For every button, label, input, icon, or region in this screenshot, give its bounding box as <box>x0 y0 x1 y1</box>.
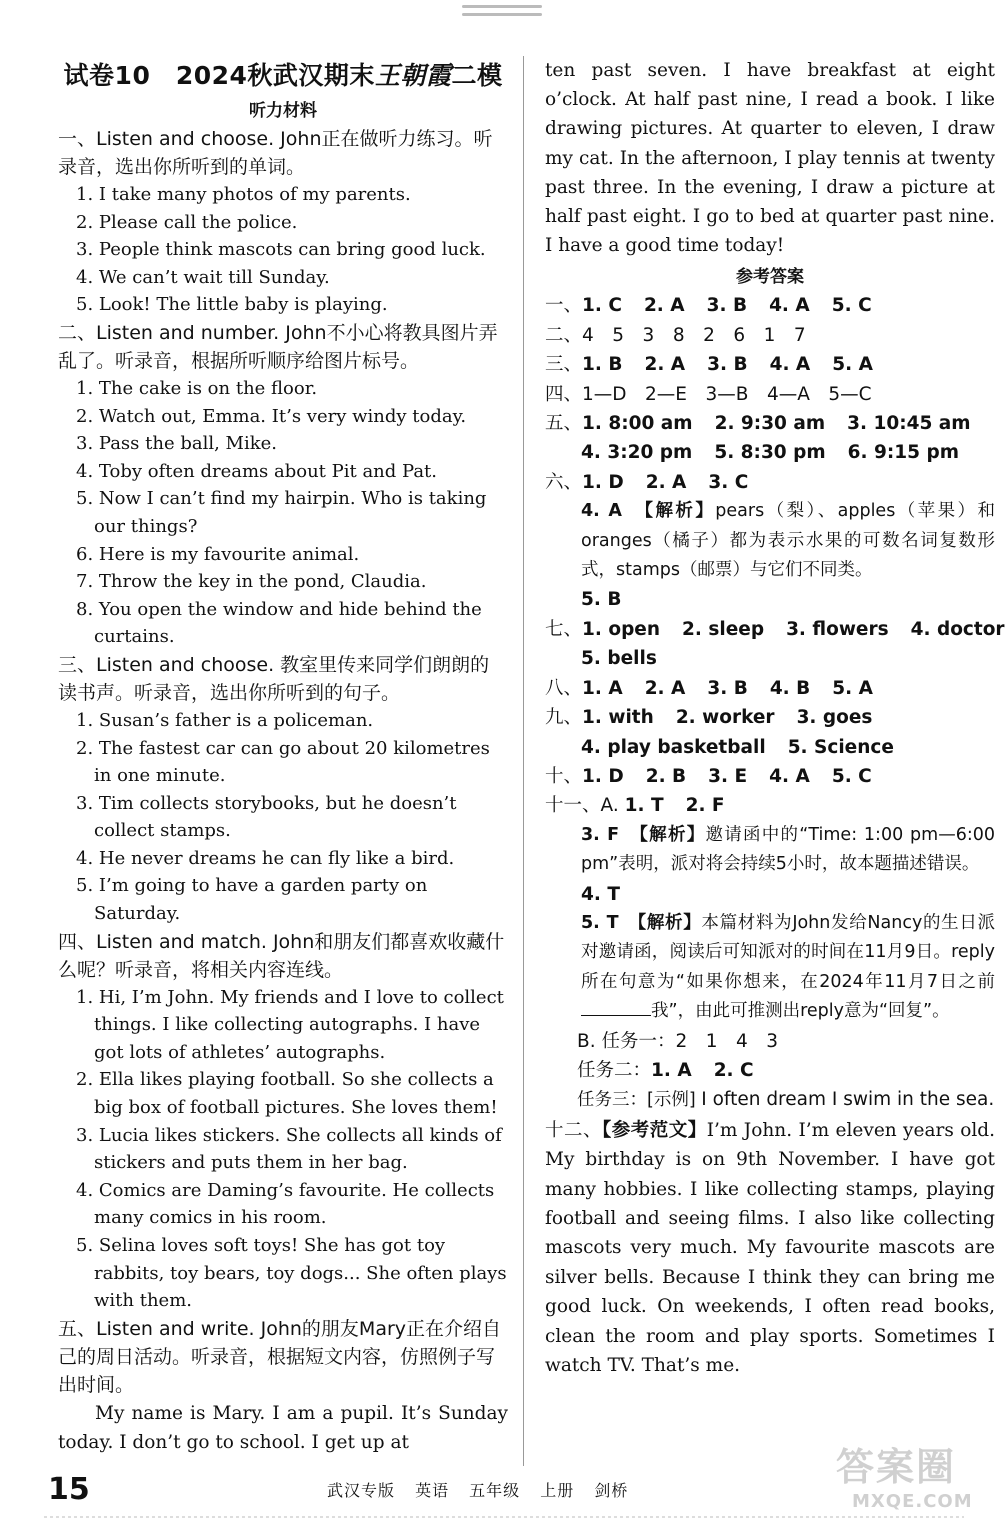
answer-item: 3. B <box>706 295 748 317</box>
analysis-label: 【解析】 <box>637 912 702 933</box>
answer-text: 1—D 2—E 3—B 4—A 5—C <box>582 383 872 405</box>
answer-item: 4. A <box>581 501 622 522</box>
answer-label: 三、 <box>545 354 583 376</box>
answer-11-q4 <box>545 880 995 909</box>
answer-items <box>582 619 1005 640</box>
answer-item: 3. 10:45 am <box>847 413 971 435</box>
answer-item: 4. A <box>769 354 811 376</box>
answer-item: 2. A <box>643 295 685 317</box>
answers-title: 参考答案 <box>736 267 804 288</box>
listening-item: 2. The fastest car can go about 20 kilometres in one minute. <box>76 737 490 787</box>
answer-6-q4 <box>545 497 995 585</box>
listening-sections <box>58 125 508 1399</box>
answer-item: 1. C <box>582 295 622 317</box>
answer-item: 2. B <box>645 765 687 787</box>
task-text: I often dream I swim in the sea. <box>701 1089 995 1111</box>
listening-item: 3. Tim collects storybooks, but he doesn’t collect stamps. <box>76 792 457 842</box>
listening-item: 3. Pass the ball, Mike. <box>76 433 278 455</box>
answer-item: 5. Science <box>787 736 894 758</box>
listening-item: 2. Ella likes playing football. So she collects a big box of football pictures. She loves them! <box>76 1069 498 1119</box>
answer-item: 2. F <box>685 795 725 817</box>
answer-item: 5. A <box>832 677 873 699</box>
answer-item: 5. B <box>581 589 622 611</box>
answer-items <box>651 1060 754 1081</box>
listening-item: 8. You open the window and hide behind the curtains. <box>76 598 482 648</box>
analysis-text-end: 我”，由此可推测出reply意为“回复”。 <box>651 1001 950 1022</box>
passage-left: My name is Mary. I am a pupil. It’s Sunday today. I don’t go to school. I get up at <box>58 1402 508 1453</box>
answer-label: 六、 <box>545 471 583 493</box>
answer-items <box>582 413 971 434</box>
listening-item: 2. Please call the police. <box>76 211 298 233</box>
answer-item: 5. 8:30 pm <box>714 442 826 464</box>
section-heading: 一、Listen and choose. John正在做听力练习。听录音，选出你所听到的单词。 <box>58 128 493 178</box>
answer-9 <box>545 703 995 732</box>
listening-subtitle: 听力材料 <box>249 101 317 121</box>
answer-items <box>582 472 748 493</box>
right-column <box>545 56 1005 1380</box>
answer-item: 1. A <box>651 1059 692 1081</box>
answer-item: 2. A <box>645 471 687 493</box>
model-essay-label: 【参考范文】 <box>601 1119 707 1141</box>
answer-12 <box>545 1116 995 1381</box>
answer-item: 1. D <box>582 765 624 787</box>
answer-item: 1. A <box>582 677 623 699</box>
answer-item: 1. T <box>624 795 664 817</box>
answer-1 <box>545 291 995 320</box>
answer-text: 4 5 3 8 2 6 1 7 <box>582 324 806 346</box>
answer-blank <box>581 1015 651 1016</box>
answer-item: 5. bells <box>581 648 657 670</box>
answer-item: 2. A <box>644 354 686 376</box>
answer-label: 十二、 <box>545 1119 602 1141</box>
left-column <box>58 56 508 1457</box>
task-label: 任务二： <box>577 1059 652 1081</box>
answer-item: 3. F <box>581 824 620 845</box>
answer-2 <box>545 321 995 350</box>
answer-items <box>581 442 959 463</box>
answer-item: 4. B <box>769 677 811 699</box>
title-prefix: 试卷10 2024秋武汉期末 <box>63 61 375 90</box>
answer-item: 4. 3:20 pm <box>581 442 693 464</box>
analysis-text: pears（梨）、apples（苹果）和oranges（橘子）都为表示水果的可数名词复数形式，stamps（邮票）与它们不同类。 <box>581 501 995 581</box>
answer-items <box>582 766 872 787</box>
listening-item: 3. People think mascots can bring good luck. <box>76 239 486 261</box>
answer-11-task1 <box>545 1027 995 1056</box>
answer-item: 6. 9:15 pm <box>847 442 959 464</box>
answer-5 <box>545 409 995 438</box>
answer-label: 十一、 <box>545 795 601 817</box>
page-footer <box>0 1472 1005 1512</box>
answer-6 <box>545 468 995 497</box>
answer-7 <box>545 615 1005 644</box>
answer-label: 八、 <box>545 677 583 699</box>
answer-item: 3. C <box>708 471 749 493</box>
answer-label: 一、 <box>545 295 583 317</box>
answer-item: 1. B <box>582 354 623 376</box>
answer-item: 2. sleep <box>682 618 765 640</box>
title-signature: 王朝霞 <box>374 61 452 90</box>
answer-label: 七、 <box>545 618 583 640</box>
answer-items <box>581 737 894 758</box>
listening-item: 5. I’m going to have a garden party on Saturday. <box>76 875 428 925</box>
answer-item: 1. with <box>582 707 654 729</box>
footer-info: 武汉专版 英语 五年级 上册 剑桥 <box>327 1481 629 1500</box>
watermark-url: MXQE.COM <box>852 1491 973 1512</box>
answer-items <box>582 707 872 728</box>
answer-item: 2. 9:30 am <box>714 413 826 435</box>
answer-item: 1. D <box>582 471 624 493</box>
answer-item: 4. A <box>769 295 810 317</box>
answer-5-row2 <box>545 438 995 467</box>
analysis-text: 邀请函中的“Time: 1:00 pm—6:00 pm”表明，派对将会持续5小时，故本题描述错误。 <box>581 824 996 875</box>
answer-7-row2 <box>545 644 995 673</box>
answer-item: 4. A <box>769 765 810 787</box>
page-number: 15 <box>48 1472 90 1507</box>
listening-item: 5. Selina loves soft toys! She has got toy rabbits, toy bears, toy dogs... She often plays with them. <box>76 1235 507 1312</box>
listening-item: 4. Toby often dreams about Pit and Pat. <box>76 460 438 482</box>
answer-item: 1. open <box>582 618 661 640</box>
answer-item: 5. T <box>581 912 619 933</box>
watermark-text: 答案圈 <box>836 1445 957 1489</box>
answer-items <box>625 795 725 816</box>
listening-item: 1. I take many photos of my parents. <box>76 184 411 205</box>
analysis-label: 【解析】 <box>644 501 716 522</box>
answer-label: 九、 <box>545 707 583 729</box>
passage-right: ten past seven. I have breakfast at eight o’clock. At half past nine, I read a book. I like drawing pictures. At quarter to eleven, I draw my cat. In the afternoon, I play tennis at twenty past three. In the evening, I draw a picture at half past eight. I go to bed at quarter past nine. I have a good time today! <box>545 60 995 257</box>
listening-item: 7. Throw the key in the pond, Claudia. <box>76 571 427 593</box>
analysis-text: 本篇材料为John发给Nancy的生日派对邀请函，阅读后可知派对的时间在11月9日。reply所在句意为“如果你想来，在2024年11月7日之前 <box>581 912 996 992</box>
answer-label: 十、 <box>545 765 583 787</box>
task-text: B. 任务一：2 1 4 3 <box>577 1030 779 1052</box>
answer-label: 二、 <box>545 324 583 346</box>
title-suffix: 二模 <box>451 61 503 90</box>
listening-item: 3. Lucia likes stickers. She collects all kinds of stickers and puts them in her bag. <box>76 1124 502 1174</box>
answer-item: 3. B <box>707 677 748 699</box>
section-heading: 五、Listen and write. John的朋友Mary正在介绍自己的周日活动。听录音，根据短文内容，仿照例子写出时间。 <box>58 1317 502 1396</box>
answer-6-q5 <box>545 585 995 614</box>
answer-item: 4. T <box>581 883 620 905</box>
answer-items <box>582 295 872 316</box>
listening-item: 1. The cake is on the floor. <box>76 377 318 399</box>
listening-item: 2. Watch out, Emma. It’s very windy today. <box>76 405 467 427</box>
section-heading: 三、Listen and choose. 教室里传来同学们朗朗的读书声。听录音，选出你所听到的句子。 <box>58 653 490 704</box>
answer-item: 5. A <box>832 354 873 376</box>
model-essay-text: I’m John. I’m eleven years old. My birthday is on 9th November. I have got many hobbies. I like collecting stamps, playing football and seeing films. I also like collecting mascots very much. My favourite mascots are silver bells. Because I think they can bring me good luck. On weekends, I often read books, clean the room and play sports. Sometimes I watch TV. That’s me. <box>545 1119 995 1377</box>
listening-item: 1. Susan’s father is a policeman. <box>76 709 374 731</box>
answer-11-task3 <box>545 1085 995 1115</box>
answer-11-task2 <box>545 1056 995 1085</box>
answer-10 <box>545 762 995 791</box>
section-heading: 四、Listen and match. John和朋友们都喜欢收藏什么呢？听录音，将相关内容连线。 <box>58 930 505 981</box>
listening-item: 6. Here is my favourite animal. <box>76 543 360 565</box>
answer-item: 3. goes <box>796 707 873 729</box>
answer-9-row2 <box>545 733 995 762</box>
answer-11-q3 <box>545 821 995 880</box>
answer-11 <box>545 791 995 820</box>
top-decoration <box>462 0 542 28</box>
answer-3 <box>545 350 995 379</box>
listening-item: 4. He never dreams he can fly like a bird. <box>76 847 455 869</box>
answer-items <box>582 678 873 699</box>
listening-item: 5. Look! The little baby is playing. <box>76 294 388 316</box>
answer-4 <box>545 380 995 409</box>
listening-item: 4. Comics are Daming’s favourite. He collects many comics in his room. <box>76 1179 495 1229</box>
section-heading: 二、Listen and number. John不小心将教具图片弄乱了。听录音，根据所听顺序给图片标号。 <box>58 321 498 372</box>
listening-item: 5. Now I can’t find my hairpin. Who is taking our things? <box>76 488 487 537</box>
answer-item: 5. C <box>831 765 872 787</box>
answer-item: 1. 8:00 am <box>582 413 693 435</box>
answer-item: 3. E <box>708 765 748 787</box>
analysis-label: 【解析】 <box>639 824 706 845</box>
answer-item: 4. doctor <box>910 618 1005 640</box>
answer-item: 2. C <box>713 1059 754 1081</box>
footer-rule <box>44 1516 964 1518</box>
answer-item: 2. worker <box>675 707 775 729</box>
answer-label: 五、 <box>545 413 583 435</box>
answer-item: 3. B <box>707 354 748 376</box>
answer-11-q5 <box>545 909 995 1027</box>
listening-item: 4. We can’t wait till Sunday. <box>76 266 330 288</box>
page-title <box>58 56 508 92</box>
answer-item: 3. flowers <box>786 618 889 640</box>
answer-item: 5. C <box>831 295 872 317</box>
answer-label: 四、 <box>545 383 583 405</box>
answer-item: 4. play basketball <box>581 736 766 758</box>
answer-8 <box>545 674 995 703</box>
column-divider <box>523 56 524 1466</box>
listening-item: 1. Hi, I’m John. My friends and I love to collect things. I like collecting autographs. I have got lots of athletes’ autographs. <box>76 986 504 1063</box>
answer-item: 2. A <box>644 677 686 699</box>
part-a-label: A. <box>600 795 619 817</box>
task-label: 任务三：[示例] <box>577 1090 696 1111</box>
answer-items <box>582 354 873 375</box>
